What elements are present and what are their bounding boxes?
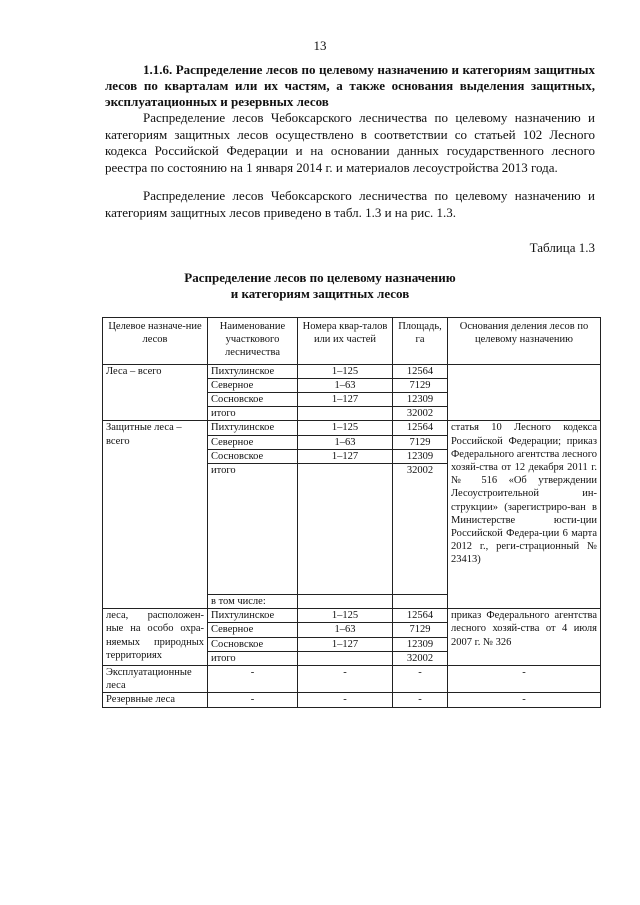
category-cell: леса, расположен-ные на особо охра-няемых природных территориях xyxy=(103,609,208,666)
basis-cell: приказ Федерального агентства лесного хозяй-ства от 4 июля 2007 г. № 326 xyxy=(448,609,601,666)
table-title xyxy=(0,270,640,302)
area-cell: 32002 xyxy=(393,464,448,595)
basis-cell: - xyxy=(448,666,601,693)
category-cell: Резервные леса xyxy=(103,693,208,707)
basis-cell xyxy=(448,364,601,421)
quarters-cell: 1–63 xyxy=(298,435,393,449)
header-quarters: Номера квар-талов или их частей xyxy=(298,318,393,365)
district-cell: Сосновское xyxy=(208,449,298,463)
category-cell: Эксплуатационные леса xyxy=(103,666,208,693)
district-cell: Сосновское xyxy=(208,393,298,407)
district-cell: - xyxy=(208,666,298,693)
quarters-cell: 1–127 xyxy=(298,393,393,407)
district-cell: Северное xyxy=(208,623,298,637)
header-basis: Основания деления лесов по целевому назначению xyxy=(448,318,601,365)
table-row xyxy=(103,693,601,707)
area-cell: 7129 xyxy=(393,435,448,449)
district-cell: - xyxy=(208,693,298,707)
area-cell: 7129 xyxy=(393,623,448,637)
district-cell: Северное xyxy=(208,378,298,392)
category-cell: Защитные леса – всего xyxy=(103,421,208,609)
page-number: 13 xyxy=(313,38,327,53)
quarters-cell: 1–63 xyxy=(298,623,393,637)
quarters-cell: - xyxy=(298,693,393,707)
header-area: Площадь, га xyxy=(393,318,448,365)
paragraph-1: Распределение лесов Чебоксарского лесничества по целевому назначению и категориям защитных лесов осуществлено в соответствии со статьей 102 Лесного кодекса Российской Федерации и на основании данных государственного лесного реестра по состоянию на 1 января 2014 г. и материалов лесоустройства 2013 года. xyxy=(105,110,595,175)
header-purpose: Целевое назначе-ние лесов xyxy=(103,318,208,365)
table-caption: Таблица 1.3 xyxy=(529,240,595,255)
quarters-cell: 1–125 xyxy=(298,421,393,435)
header-district: Наименование участкового лесничества xyxy=(208,318,298,365)
area-cell: - xyxy=(393,666,448,693)
district-cell: Пихтулинское xyxy=(208,364,298,378)
area-cell: 32002 xyxy=(393,407,448,421)
area-cell: 12564 xyxy=(393,364,448,378)
district-cell: итого xyxy=(208,407,298,421)
quarters-cell: 1–63 xyxy=(298,378,393,392)
table-title-line-2: и категориям защитных лесов xyxy=(230,286,410,301)
area-cell: 12309 xyxy=(393,449,448,463)
paragraph-2: Распределение лесов Чебоксарского лесничества по целевому назначению и категориям защитных лесов приведено в табл. 1.3 и на рис. 1.3. xyxy=(105,188,595,220)
table-row xyxy=(103,666,601,693)
quarters-cell xyxy=(298,407,393,421)
quarters-cell xyxy=(298,464,393,595)
section-heading: 1.1.6. Распределение лесов по целевому назначению и категориям защитных лесов по кварталам или их частям, а также основания выделения защитных, эксплуатационных и резервных лесов xyxy=(105,62,595,109)
quarters-cell: 1–125 xyxy=(298,609,393,623)
area-cell: - xyxy=(393,693,448,707)
quarters-cell: - xyxy=(298,666,393,693)
basis-cell: статья 10 Лесного кодекса Российской Федерации; приказ Федерального агентства лесного хозяй-ства от 12 декабря 2011 г. № 516 «Об утверждении Лесоустроительной ин-струкции» (зарегистриро-ван в Министерстве юсти-ции Российской Федера-ции 6 марта 2012 г., реги-страционный № 23413) xyxy=(448,421,601,609)
quarters-cell: 1–127 xyxy=(298,637,393,651)
area-cell: 12564 xyxy=(393,609,448,623)
quarters-cell xyxy=(298,651,393,665)
table-row xyxy=(103,421,601,435)
district-cell: итого xyxy=(208,464,298,595)
area-cell: 12564 xyxy=(393,421,448,435)
area-cell: 7129 xyxy=(393,378,448,392)
table-title-line-1: Распределение лесов по целевому назначению xyxy=(184,270,456,285)
including-label: в том числе: xyxy=(208,595,298,609)
district-cell: Северное xyxy=(208,435,298,449)
district-cell: итого xyxy=(208,651,298,665)
area-cell: 12309 xyxy=(393,637,448,651)
quarters-cell: 1–127 xyxy=(298,449,393,463)
forest-distribution-table xyxy=(102,317,601,708)
quarters-cell: 1–125 xyxy=(298,364,393,378)
district-cell: Пихтулинское xyxy=(208,421,298,435)
basis-cell: - xyxy=(448,693,601,707)
area-cell: 12309 xyxy=(393,393,448,407)
category-cell: Леса – всего xyxy=(103,364,208,421)
table-row xyxy=(103,609,601,623)
area-cell: 32002 xyxy=(393,651,448,665)
table-row xyxy=(103,364,601,378)
district-cell: Пихтулинское xyxy=(208,609,298,623)
table-header-row xyxy=(103,318,601,365)
district-cell: Сосновское xyxy=(208,637,298,651)
